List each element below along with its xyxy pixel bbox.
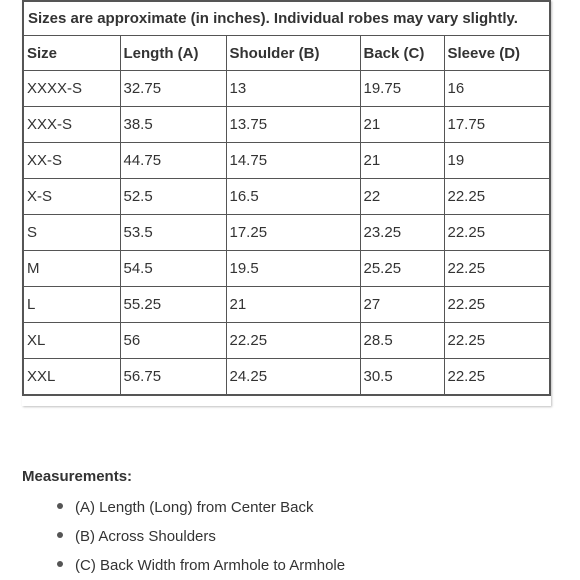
column-header-shoulder: Shoulder (B)	[226, 36, 360, 71]
cell-size: X-S	[23, 179, 120, 215]
cell-shoulder: 13	[226, 71, 360, 107]
cell-shoulder: 19.5	[226, 251, 360, 287]
cell-size: XL	[23, 323, 120, 359]
cell-length: 56	[120, 323, 226, 359]
cell-length: 54.5	[120, 251, 226, 287]
column-header-size: Size	[23, 36, 120, 71]
table-row	[23, 143, 550, 179]
table-row	[23, 359, 550, 396]
table-row	[23, 179, 550, 215]
cell-back: 28.5	[360, 323, 444, 359]
cell-shoulder: 21	[226, 287, 360, 323]
cell-shoulder: 16.5	[226, 179, 360, 215]
measurements-list	[22, 493, 345, 580]
cell-length: 52.5	[120, 179, 226, 215]
column-header-back: Back (C)	[360, 36, 444, 71]
table-row	[23, 107, 550, 143]
cell-sleeve: 16	[444, 71, 550, 107]
cell-back: 21	[360, 143, 444, 179]
cell-back: 30.5	[360, 359, 444, 396]
size-chart-table	[22, 0, 551, 396]
cell-sleeve: 22.25	[444, 179, 550, 215]
cell-back: 27	[360, 287, 444, 323]
cell-length: 32.75	[120, 71, 226, 107]
cell-size: S	[23, 215, 120, 251]
list-item	[22, 522, 345, 551]
cell-sleeve: 22.25	[444, 287, 550, 323]
cell-shoulder: 22.25	[226, 323, 360, 359]
cell-shoulder: 17.25	[226, 215, 360, 251]
cell-length: 53.5	[120, 215, 226, 251]
bullet-icon	[57, 532, 63, 538]
measurement-label: (A) Length (Long) from Center Back	[75, 499, 314, 516]
cell-size: M	[23, 251, 120, 287]
measurements-heading: Measurements:	[22, 468, 133, 485]
cell-sleeve: 17.75	[444, 107, 550, 143]
caption-row	[23, 1, 550, 36]
table-row	[23, 215, 550, 251]
measurement-label: (B) Across Shoulders	[75, 528, 216, 545]
cell-shoulder: 24.25	[226, 359, 360, 396]
list-item	[22, 551, 345, 580]
cell-back: 19.75	[360, 71, 444, 107]
bullet-icon	[57, 561, 63, 567]
table-row	[23, 71, 550, 107]
bullet-icon	[57, 503, 63, 509]
table-caption: Sizes are approximate (in inches). Individual robes may vary slightly.	[23, 1, 550, 36]
column-header-length: Length (A)	[120, 36, 226, 71]
header-row	[23, 36, 550, 71]
cell-size: XX-S	[23, 143, 120, 179]
cell-shoulder: 14.75	[226, 143, 360, 179]
cell-length: 55.25	[120, 287, 226, 323]
measurement-label: (C) Back Width from Armhole to Armhole	[75, 557, 346, 574]
cell-sleeve: 22.25	[444, 323, 550, 359]
cell-sleeve: 22.25	[444, 251, 550, 287]
cell-back: 21	[360, 107, 444, 143]
cell-length: 56.75	[120, 359, 226, 396]
cell-shoulder: 13.75	[226, 107, 360, 143]
cell-back: 22	[360, 179, 444, 215]
table-row	[23, 251, 550, 287]
cell-back: 23.25	[360, 215, 444, 251]
cell-sleeve: 19	[444, 143, 550, 179]
table-row	[23, 287, 550, 323]
cell-length: 44.75	[120, 143, 226, 179]
column-header-sleeve: Sleeve (D)	[444, 36, 550, 71]
cell-size: XXX-S	[23, 107, 120, 143]
cell-sleeve: 22.25	[444, 215, 550, 251]
cell-length: 38.5	[120, 107, 226, 143]
cell-size: XXXX-S	[23, 71, 120, 107]
table-row	[23, 323, 550, 359]
cell-size: XXL	[23, 359, 120, 396]
list-item	[22, 493, 345, 522]
cell-back: 25.25	[360, 251, 444, 287]
cell-size: L	[23, 287, 120, 323]
cell-sleeve: 22.25	[444, 359, 550, 396]
